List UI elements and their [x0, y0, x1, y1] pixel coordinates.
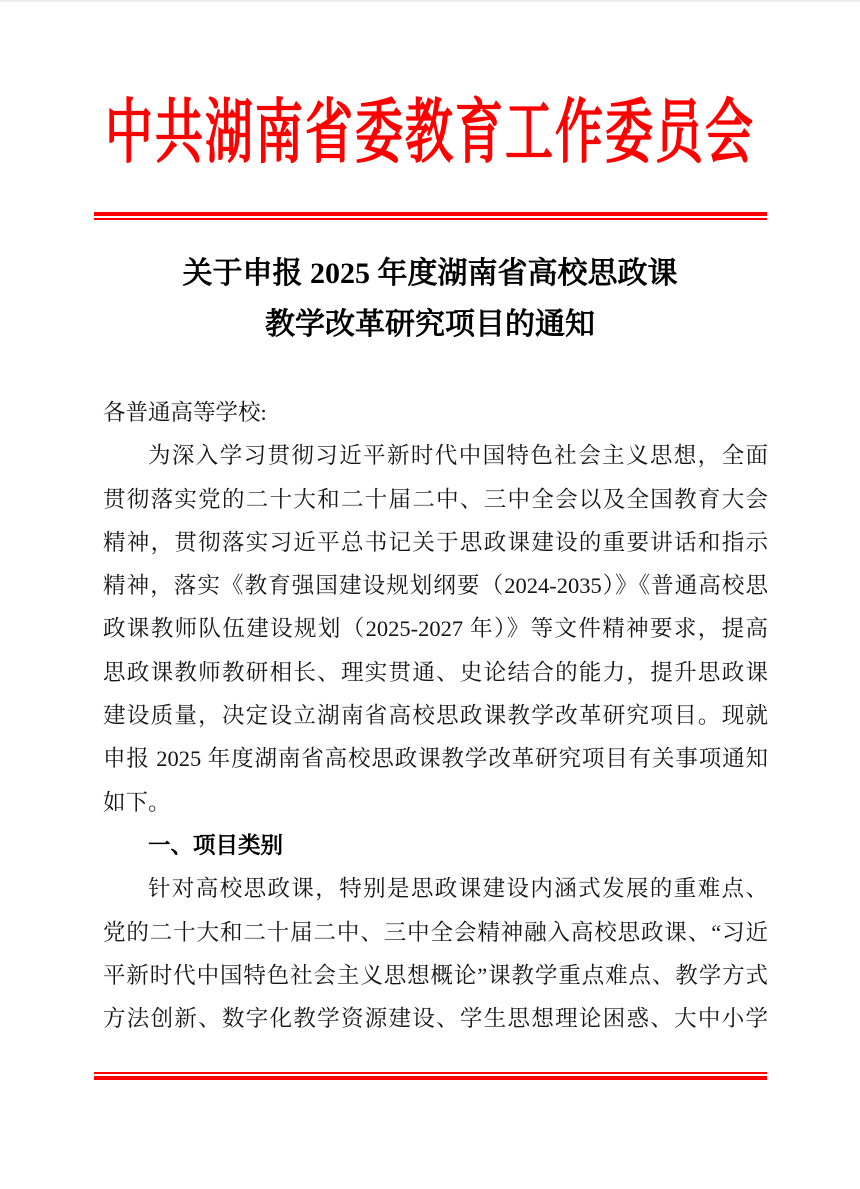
body-line: 贯彻落实党的二十大和二十届二中、三中全会以及全国教育大会: [103, 486, 768, 512]
document-body: [103, 391, 768, 1040]
body-line: 申报 2025 年度湖南省高校思政课教学改革研究项目有关事项通知: [103, 746, 768, 772]
body-line: 针对高校思政课，特别是思政课建设内涵式发展的重难点、: [148, 876, 768, 902]
body-line: 精神，贯彻落实习近平总书记关于思政课建设的重要讲话和指示: [103, 529, 768, 555]
document-title-line2: 教学改革研究项目的通知: [265, 308, 595, 341]
section-heading-project-categories: 一、项目类别: [148, 832, 284, 858]
body-line: 平新时代中国特色社会主义思想概论”课教学重点难点、教学方式: [103, 962, 768, 988]
rule-thin-stripe: [94, 218, 767, 220]
letterhead-divider-rule: [94, 212, 767, 220]
body-line: 思政课教师教研相长、理实贯通、史论结合的能力，提升思政课: [103, 659, 768, 685]
document-title: [0, 248, 860, 350]
salutation-line: 各普通高等学校:: [103, 400, 267, 425]
document-title-line1: 关于申报 2025 年度湖南省高校思政课: [182, 257, 678, 290]
body-line: 建设质量，决定设立湖南省高校思政课教学改革研究项目。现就: [103, 703, 768, 729]
body-line: 方法创新、数字化教学资源建设、学生思想理论困惑、大中小学: [103, 1006, 768, 1032]
body-line: 党的二十大和二十届二中、三中全会精神融入高校思政课、“习近: [103, 919, 768, 945]
body-line: 政课教师队伍建设规划（2025-2027 年）》等文件精神要求，提高: [103, 616, 768, 642]
body-line: 如下。: [103, 789, 171, 815]
rule-thick-stripe: [94, 1076, 767, 1080]
footer-divider-rule: [94, 1072, 767, 1080]
body-line: 为深入学习贯彻习近平新时代中国特色社会主义思想，全面: [148, 443, 768, 469]
body-line: 精神，落实《教育强国建设规划纲要（2024-2035）》《普通高校思: [103, 573, 768, 599]
letterhead-org-name: 中共湖南省委教育工作委员会: [104, 95, 755, 172]
